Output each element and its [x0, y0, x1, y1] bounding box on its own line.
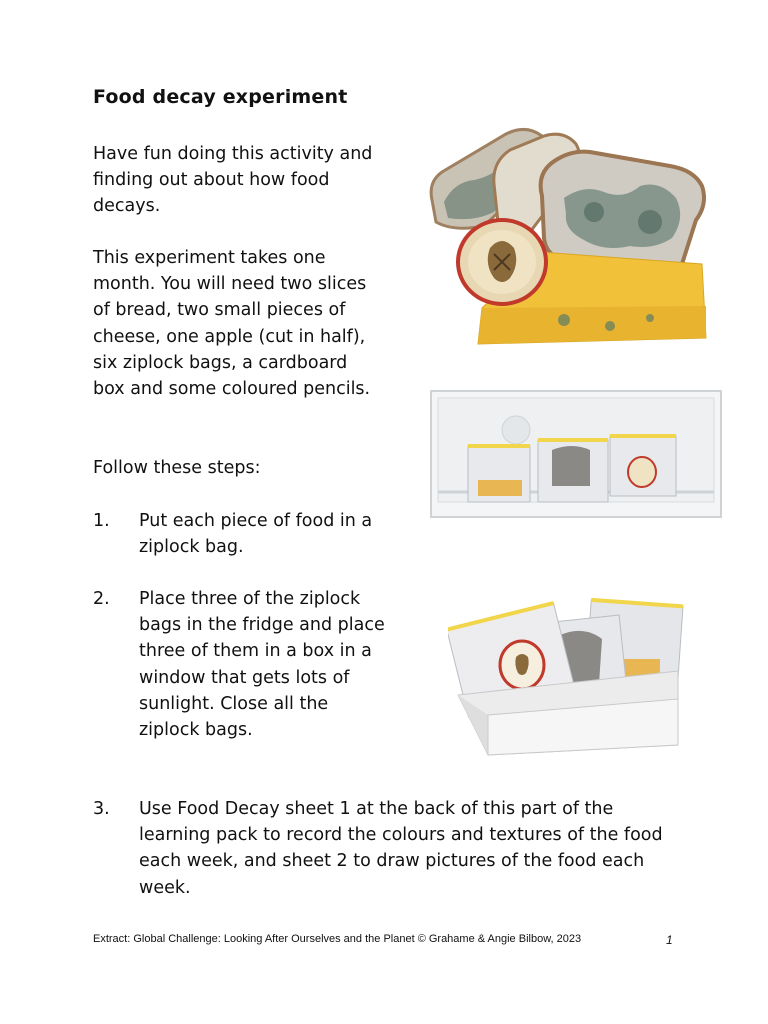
intro-paragraph: Have fun doing this activity and finding out about how food decays.	[93, 144, 373, 217]
ziplock-bag-icon	[468, 444, 530, 502]
step-number: 2.	[93, 589, 110, 609]
step-text: Put each piece of food in a ziplock bag.	[139, 511, 373, 558]
ziplock-bag-icon	[610, 434, 676, 496]
materials-paragraph: This experiment takes one month. You will need two slices of bread, two small pieces of cheese, one apple (cut in half), six ziplock bags, a cardboard box and some coloured pencils.	[93, 248, 371, 400]
steps-intro: Follow these steps:	[93, 458, 261, 478]
page-number: 1	[666, 933, 673, 947]
fridge-illustration	[430, 390, 722, 518]
step-number: 1.	[93, 511, 110, 531]
step-number: 3.	[93, 799, 110, 819]
ziplock-bag-icon	[538, 438, 608, 502]
mouldy-food-illustration	[414, 122, 714, 352]
apple-half-icon	[458, 220, 546, 304]
step-text: Place three of the ziplock bags in the fridge and place three of them in a box in a window that gets lots of sunlight. Close all the ziplock bags.	[139, 589, 385, 741]
box-illustration	[448, 595, 688, 760]
footer-text: Extract: Global Challenge: Looking After Ourselves and the Planet © Grahame & Angie Bilbow, 2023	[93, 933, 582, 945]
page-title: Food decay experiment	[93, 86, 348, 108]
step-text: Use Food Decay sheet 1 at the back of this part of the learning pack to record the colours and textures of the food each week, and sheet 2 to draw pictures of the food each week.	[139, 799, 663, 898]
